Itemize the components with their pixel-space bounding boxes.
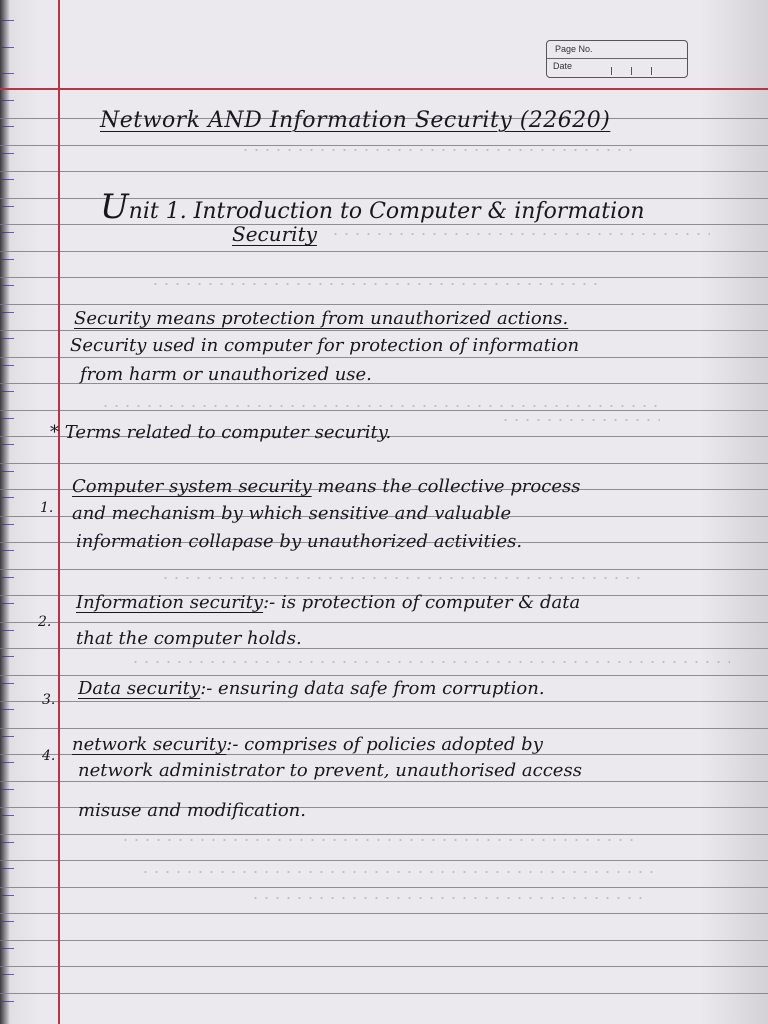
item-term: network security — [72, 734, 227, 755]
intro-line-1: Security means protection from unauthorized actions. — [74, 308, 569, 329]
bleed-through-marks — [500, 418, 660, 422]
date-tick — [611, 67, 612, 75]
ruled-line — [0, 887, 768, 888]
page-title: Network AND Information Security (22620) — [100, 108, 611, 133]
item-first-line — [72, 734, 543, 755]
terms-heading-text: Terms related to computer security. — [64, 422, 392, 443]
item-line: information collapase by unauthorized activities. — [76, 531, 523, 552]
intro-line-2: Security used in computer for protection of information — [70, 335, 580, 356]
date-tick — [631, 67, 632, 75]
item-line: :- is protection of computer & data — [263, 592, 581, 613]
item-first-line — [72, 476, 580, 497]
ruled-line — [0, 781, 768, 782]
ruled-line — [0, 304, 768, 305]
ruled-line — [0, 675, 768, 676]
bleed-through-marks — [120, 838, 640, 842]
ruled-line — [0, 251, 768, 252]
bleed-through-marks — [240, 148, 640, 152]
item-number: 2. — [38, 614, 52, 630]
ruled-line — [0, 145, 768, 146]
item-first-line — [78, 678, 545, 699]
item-number: 1. — [40, 500, 54, 516]
bleed-through-marks — [160, 576, 640, 580]
terms-heading — [50, 422, 391, 443]
item-term: Information security — [76, 592, 264, 613]
ruled-line — [0, 463, 768, 464]
bleed-through-marks — [250, 896, 650, 900]
item-term: Data security — [78, 678, 201, 699]
item-line: and mechanism by which sensitive and valuable — [72, 503, 512, 524]
unit-heading-initial: U — [100, 187, 129, 227]
ruled-line — [0, 728, 768, 729]
bleed-through-marks — [100, 404, 660, 408]
item-line: misuse and modification. — [78, 800, 306, 821]
bleed-through-marks — [130, 660, 730, 664]
page-edge-shadow — [0, 0, 10, 1024]
ruled-line — [0, 913, 768, 914]
ruled-line — [0, 940, 768, 941]
ruled-line — [0, 834, 768, 835]
ruled-line — [0, 701, 768, 702]
item-number: 4. — [42, 748, 56, 764]
page-date-box — [546, 40, 688, 78]
ruled-line — [0, 966, 768, 967]
item-number: 3. — [42, 692, 56, 708]
intro-line-3: from harm or unauthorized use. — [80, 364, 372, 385]
page-date-divider — [547, 58, 687, 59]
header-rule — [0, 88, 768, 90]
item-line: network administrator to prevent, unauthorised access — [78, 760, 582, 781]
item-line: that the computer holds. — [76, 628, 302, 649]
bleed-through-marks — [330, 232, 710, 236]
ruled-line — [0, 622, 768, 623]
item-line: :- comprises of policies adopted by — [226, 734, 543, 755]
item-line: :- ensuring data safe from corruption. — [200, 678, 545, 699]
margin-line — [58, 0, 60, 1024]
item-term: Computer system security — [72, 476, 312, 497]
page-no-label: Page No. — [555, 44, 593, 54]
terms-bullet: * — [50, 422, 59, 443]
ruled-line — [0, 410, 768, 411]
item-first-line — [76, 592, 580, 613]
unit-heading-line1: nit 1. Introduction to Computer & information — [128, 199, 645, 224]
ruled-line — [0, 993, 768, 994]
unit-heading-line2: Security — [232, 222, 317, 246]
ruled-line — [0, 357, 768, 358]
ruled-line — [0, 330, 768, 331]
bleed-through-marks — [140, 870, 660, 874]
ruled-line — [0, 171, 768, 172]
unit-heading — [100, 187, 645, 227]
date-label: Date — [553, 61, 573, 71]
ruled-line — [0, 860, 768, 861]
ruled-line — [0, 569, 768, 570]
date-tick — [651, 67, 652, 75]
ruled-line — [0, 277, 768, 278]
item-line: means the collective process — [311, 476, 581, 497]
bleed-through-marks — [150, 282, 600, 286]
